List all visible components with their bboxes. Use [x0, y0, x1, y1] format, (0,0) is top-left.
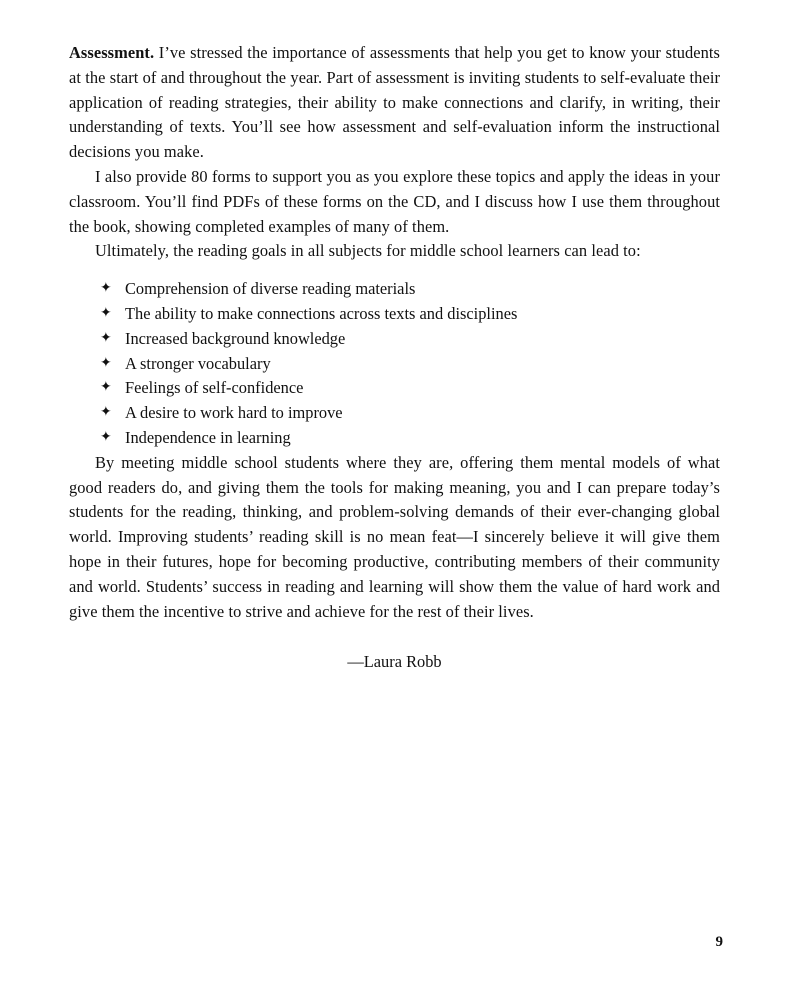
floret-bullet-icon: ✦: [100, 380, 112, 396]
floret-bullet-icon: ✦: [100, 281, 112, 297]
paragraph-assessment: [69, 41, 720, 165]
list-item-label: Increased background knowledge: [125, 328, 346, 348]
list-item-label: The ability to make connections across texts and disciplines: [125, 303, 518, 323]
paragraph-closing: By meeting middle school students where they are, offering them mental models of what good readers do, and giving them the tools for making meaning, you and I can prepare today’s students for the reading, thinking, and problem-solving demands of their ever-changing global world. Improving students’ reading skill is no mean feat—I sincerely believe it will give them hope in their futures, hope for becoming productive, contributing members of their community and world. Students’ success in reading and learning will show them the value of hard work and give them the incentive to strive and achieve for the rest of their lives.: [69, 452, 720, 621]
floret-bullet-icon: ✦: [100, 405, 112, 421]
paragraph-lead-label: Assessment.: [69, 43, 155, 62]
author-signature: —Laura Robb: [347, 652, 442, 672]
reading-goals-list: [69, 277, 720, 451]
floret-bullet-icon: ✦: [100, 355, 112, 371]
list-item-label: Independence in learning: [125, 427, 291, 447]
floret-bullet-icon: ✦: [100, 429, 112, 445]
paragraph-ultimately: Ultimately, the reading goals in all subjects for middle school learners can lead to:: [95, 241, 641, 261]
list-item: [69, 277, 720, 302]
list-item-label: Feelings of self-confidence: [125, 378, 304, 398]
list-item: [69, 376, 720, 401]
list-item: [69, 401, 720, 426]
floret-bullet-icon: ✦: [100, 330, 112, 346]
floret-bullet-icon: ✦: [100, 305, 112, 321]
list-item: [69, 302, 720, 327]
page-number: 9: [715, 934, 723, 950]
list-item-label: Comprehension of diverse reading materials: [125, 279, 416, 299]
list-item: [69, 352, 720, 377]
list-item-label: A stronger vocabulary: [125, 353, 271, 373]
list-item-label: A desire to work hard to improve: [125, 403, 343, 423]
paragraph-forms: I also provide 80 forms to support you as you explore these topics and apply the ideas in your classroom. You’ll find PDFs of these forms on the CD, and I discuss how I use them throughout the book, showing completed examples of many of them.: [69, 166, 720, 236]
page-text-block: [69, 41, 720, 675]
paragraph-assessment-text: I’ve stressed the importance of assessments that help you get to know your students at the start of and throughout the year. Part of assessment is inviting students to self-evaluate their application of reading strategies, their ability to make connections and clarify, in writing, their understanding of texts. You’ll see how assessment and self-evaluation inform the instructional decisions you make.: [69, 43, 720, 162]
list-item: [69, 426, 720, 451]
list-item: [69, 327, 720, 352]
